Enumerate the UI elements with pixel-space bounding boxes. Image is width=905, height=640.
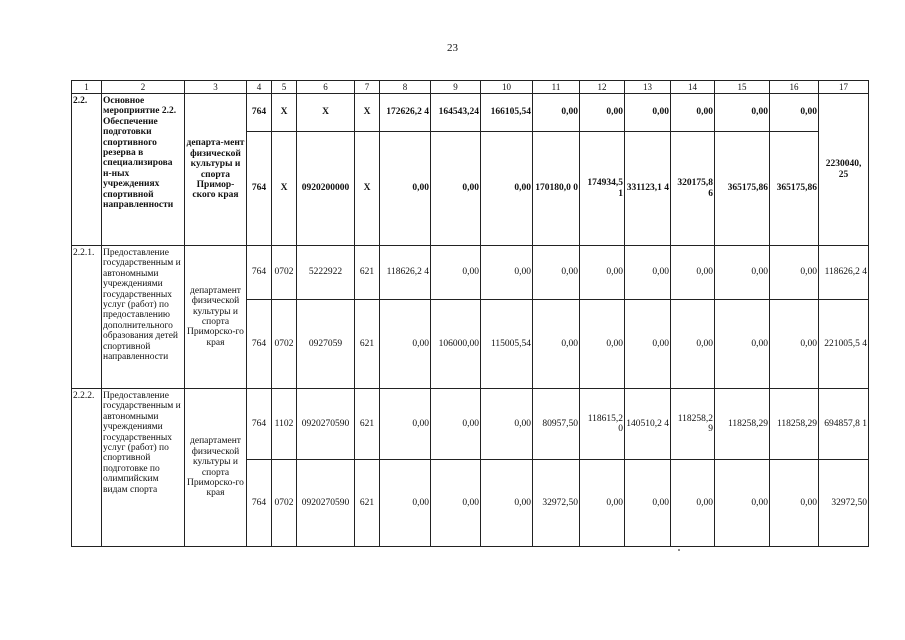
amount-cell: 0,00	[580, 246, 625, 300]
amount-cell: 118626,2 4	[819, 246, 869, 300]
column-header: 5	[272, 81, 297, 94]
amount-cell: 0,00	[671, 94, 715, 132]
code-cell: 764	[247, 389, 272, 460]
amount-cell: 118258,2 9	[671, 389, 715, 460]
table-row	[72, 94, 869, 132]
amount-cell: 0,00	[580, 460, 625, 547]
amount-cell: 166105,54	[481, 94, 533, 132]
code-cell: 0702	[272, 460, 297, 547]
column-header: 7	[355, 81, 380, 94]
column-header: 10	[481, 81, 533, 94]
amount-cell: 0,00	[770, 94, 819, 132]
amount-cell: 32972,50	[819, 460, 869, 547]
executor: департамент физической культуры и спорта Приморско-го края	[185, 246, 247, 389]
column-header: 14	[671, 81, 715, 94]
amount-cell: 320175,8 6	[671, 132, 715, 246]
page-number: 23	[447, 42, 458, 54]
column-header: 16	[770, 81, 819, 94]
amount-cell: 32972,50	[533, 460, 580, 547]
code-cell: X	[355, 132, 380, 246]
amount-cell: 174934,5 1	[580, 132, 625, 246]
code-cell: 621	[355, 460, 380, 547]
column-header: 9	[431, 81, 481, 94]
column-header: 8	[380, 81, 431, 94]
amount-cell: 0,00	[533, 246, 580, 300]
code-cell: 621	[355, 389, 380, 460]
item-number: 2.2.1.	[72, 246, 102, 389]
code-cell: 621	[355, 246, 380, 300]
column-header: 2	[102, 81, 185, 94]
code-cell: 5222922	[297, 246, 355, 300]
amount-cell: 0,00	[625, 94, 671, 132]
amount-cell: 0,00	[671, 460, 715, 547]
code-cell: 764	[247, 246, 272, 300]
amount-cell: 0,00	[380, 300, 431, 389]
amount-cell: 0,00	[580, 300, 625, 389]
item-number: 2.2.	[72, 94, 102, 246]
amount-cell: 0,00	[671, 300, 715, 389]
amount-cell: 0,00	[770, 300, 819, 389]
amount-cell: 0,00	[625, 460, 671, 547]
item-name: Предоставление государственным и автономными учреждениями государственных услуг (работ) по предоставлению дополнительного образования детей спортивной направленности	[102, 246, 185, 389]
amount-cell: 118258,29	[770, 389, 819, 460]
amount-cell: 221005,5 4	[819, 300, 869, 389]
code-cell: 0920270590	[297, 460, 355, 547]
total-cell: 2230040, 25	[819, 94, 869, 246]
column-header: 13	[625, 81, 671, 94]
column-header: 6	[297, 81, 355, 94]
executor: департа-мент физической культуры и спорта Примор-ского края	[185, 94, 247, 246]
amount-cell: 0,00	[625, 246, 671, 300]
amount-cell: 118626,2 4	[380, 246, 431, 300]
amount-cell: 0,00	[533, 300, 580, 389]
code-cell: 0920270590	[297, 389, 355, 460]
amount-cell: 0,00	[431, 389, 481, 460]
code-cell: 0920200000	[297, 132, 355, 246]
amount-cell: 0,00	[481, 132, 533, 246]
amount-cell: 170180,0 0	[533, 132, 580, 246]
amount-cell: 0,00	[770, 246, 819, 300]
amount-cell: 0,00	[671, 246, 715, 300]
amount-cell: 365175,86	[770, 132, 819, 246]
amount-cell: 0,00	[380, 460, 431, 547]
code-cell: X	[355, 94, 380, 132]
code-cell: 764	[247, 94, 272, 132]
code-cell: 0702	[272, 300, 297, 389]
column-header: 12	[580, 81, 625, 94]
budget-table	[71, 80, 869, 547]
amount-cell: 118258,29	[715, 389, 770, 460]
amount-cell: 0,00	[533, 94, 580, 132]
amount-cell: 694857,8 1	[819, 389, 869, 460]
amount-cell: 164543,24	[431, 94, 481, 132]
table-row	[72, 389, 869, 460]
item-number: 2.2.2.	[72, 389, 102, 547]
amount-cell: 0,00	[625, 300, 671, 389]
header-row	[72, 81, 869, 94]
amount-cell: 0,00	[431, 460, 481, 547]
column-header: 11	[533, 81, 580, 94]
amount-cell: 172626,2 4	[380, 94, 431, 132]
amount-cell: 140510,2 4	[625, 389, 671, 460]
amount-cell: 0,00	[770, 460, 819, 547]
amount-cell: 0,00	[431, 132, 481, 246]
code-cell: 1102	[272, 389, 297, 460]
amount-cell: 0,00	[715, 460, 770, 547]
column-header: 1	[72, 81, 102, 94]
amount-cell: 0,00	[431, 246, 481, 300]
code-cell: X	[297, 94, 355, 132]
amount-cell: 331123,1 4	[625, 132, 671, 246]
amount-cell: 0,00	[481, 460, 533, 547]
code-cell: 621	[355, 300, 380, 389]
executor: департамент физической культуры и спорта Приморско-го края	[185, 389, 247, 547]
table-row	[72, 246, 869, 300]
column-header: 4	[247, 81, 272, 94]
amount-cell: 0,00	[380, 389, 431, 460]
amount-cell: 0,00	[580, 94, 625, 132]
amount-cell: 365175,86	[715, 132, 770, 246]
amount-cell: 0,00	[715, 300, 770, 389]
amount-cell: 0,00	[715, 94, 770, 132]
amount-cell: 0,00	[481, 389, 533, 460]
amount-cell: 0,00	[481, 246, 533, 300]
column-header: 17	[819, 81, 869, 94]
amount-cell: 106000,00	[431, 300, 481, 389]
code-cell: 0927059	[297, 300, 355, 389]
column-header: 3	[185, 81, 247, 94]
amount-cell: 118615,2 0	[580, 389, 625, 460]
amount-cell: 0,00	[715, 246, 770, 300]
column-header: 15	[715, 81, 770, 94]
code-cell: X	[272, 94, 297, 132]
code-cell: 764	[247, 460, 272, 547]
code-cell: X	[272, 132, 297, 246]
item-name: Предоставление государственным и автономными учреждениями государственных услуг (работ) по спортивной подготовке по олимпийским видам спорта	[102, 389, 185, 547]
amount-cell: 80957,50	[533, 389, 580, 460]
code-cell: 764	[247, 300, 272, 389]
item-name: Основное мероприятие 2.2. Обеспечение подготовки спортивного резерва в специализирова н-ных учреждениях спортивной направленности	[102, 94, 185, 246]
scan-dot	[678, 549, 680, 551]
amount-cell: 115005,54	[481, 300, 533, 389]
code-cell: 764	[247, 132, 272, 246]
amount-cell: 0,00	[380, 132, 431, 246]
code-cell: 0702	[272, 246, 297, 300]
